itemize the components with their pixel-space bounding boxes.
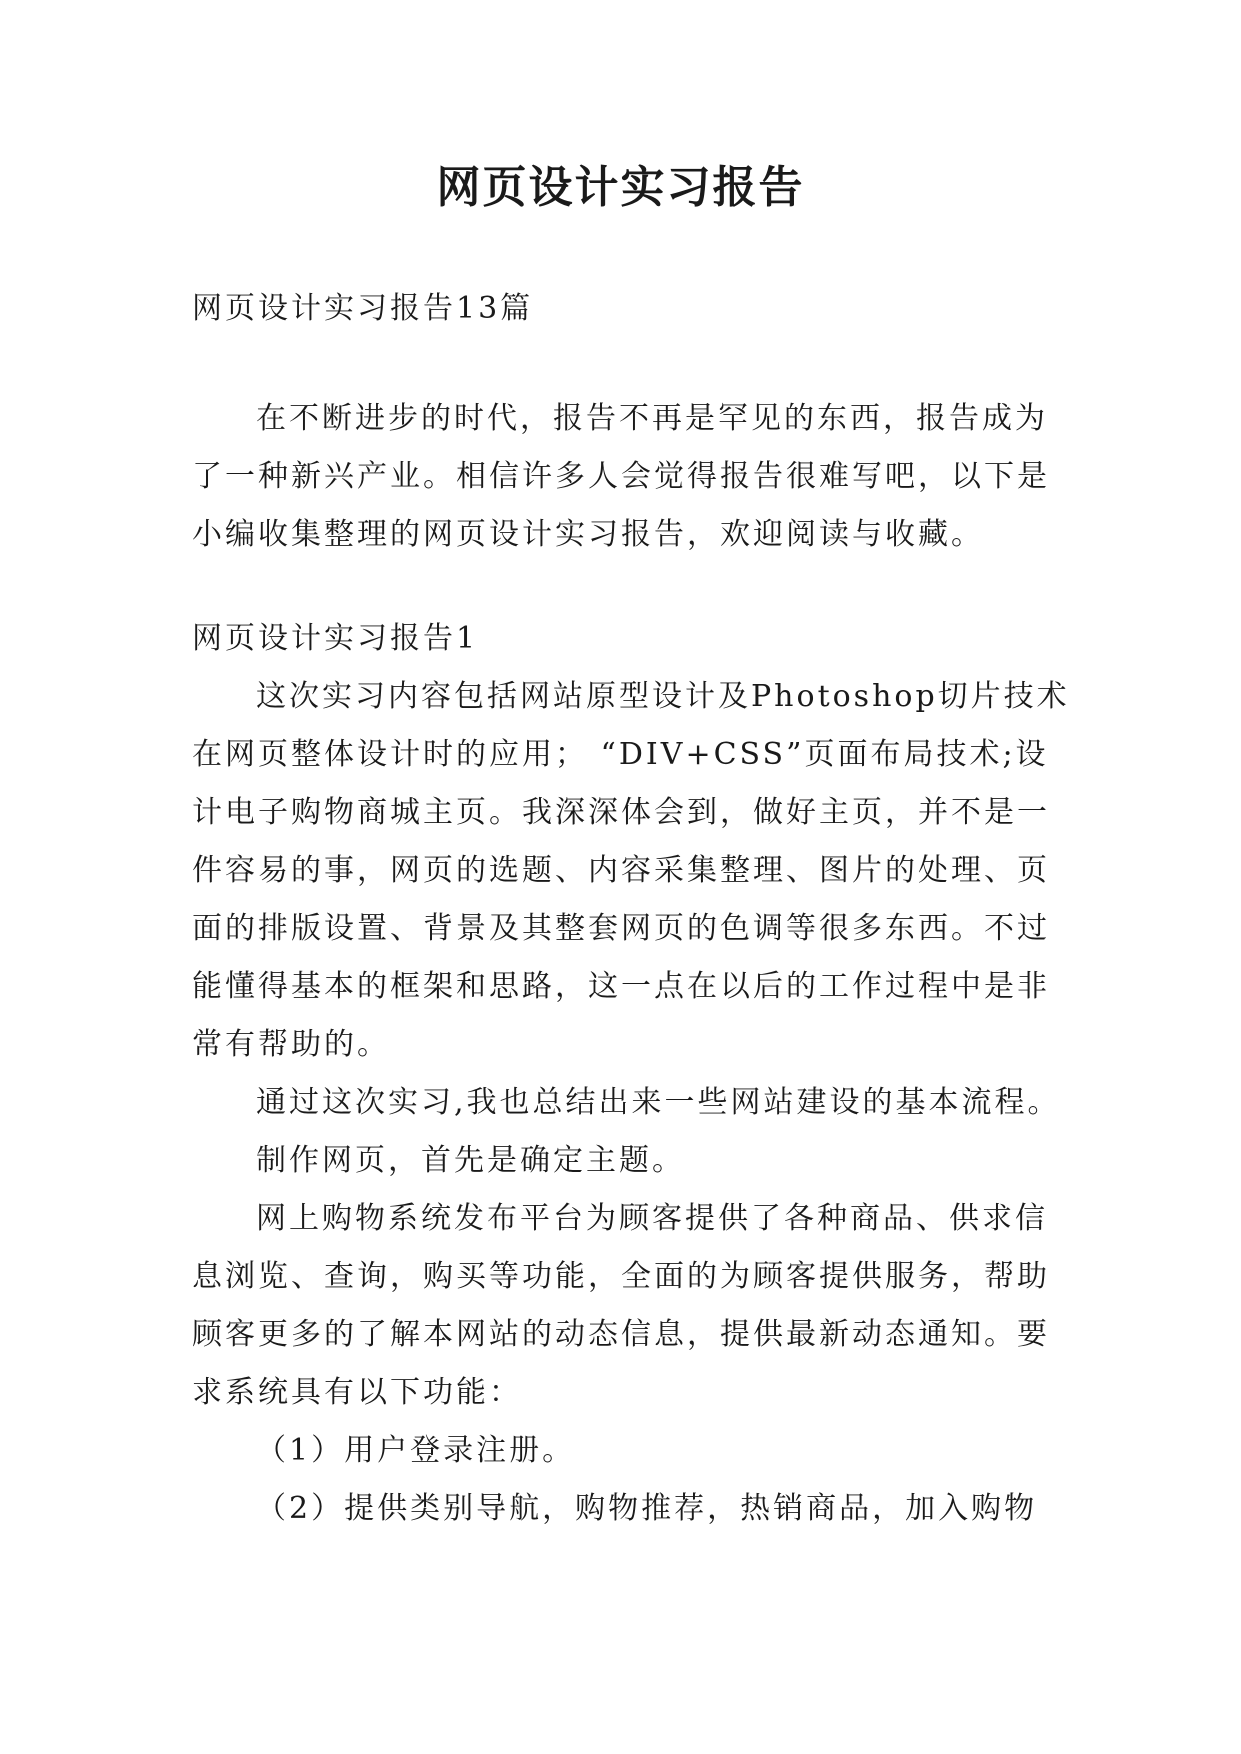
list-item-1 bbox=[192, 1422, 1052, 1480]
paragraph-line: （1）用户登录注册。 bbox=[256, 1433, 576, 1468]
document-body bbox=[192, 280, 1070, 1538]
body-paragraph-4 bbox=[192, 1190, 1052, 1422]
paragraph-line: 在网页整体设计时的应用； “DIV+CSS”页面布局技术;设 bbox=[192, 737, 1049, 772]
paragraph-line: 求系统具有以下功能： bbox=[192, 1375, 522, 1410]
body-paragraph-1 bbox=[192, 668, 1070, 1074]
paragraph-line: 息浏览、查询，购买等功能，全面的为顾客提供服务，帮助 bbox=[192, 1259, 1050, 1294]
paragraph-line: 这次实习内容包括网站原型设计及Photoshop切片技术 bbox=[256, 679, 1070, 714]
paragraph-line: 通过这次实习,我也总结出来一些网站建设的基本流程。 bbox=[256, 1085, 1061, 1120]
paragraph-line: 网上购物系统发布平台为顾客提供了各种商品、供求信 bbox=[256, 1201, 1048, 1236]
list-item-2 bbox=[192, 1480, 1052, 1538]
paragraph-line: 常有帮助的。 bbox=[192, 1027, 390, 1062]
section-heading: 网页设计实习报告1 bbox=[192, 621, 479, 656]
paragraph-line: 计电子购物商城主页。我深深体会到，做好主页，并不是一 bbox=[192, 795, 1050, 830]
body-paragraph-3 bbox=[192, 1132, 1052, 1190]
paragraph-line: 面的排版设置、背景及其整套网页的色调等很多东西。不过 bbox=[192, 911, 1050, 946]
paragraph-line: 件容易的事，网页的选题、内容采集整理、图片的处理、页 bbox=[192, 853, 1050, 888]
document-title: 网页设计实习报告 bbox=[436, 162, 805, 213]
paragraph-line: 了一种新兴产业。相信许多人会觉得报告很难写吧，以下是 bbox=[192, 459, 1050, 494]
document-subtitle: 网页设计实习报告13篇 bbox=[192, 291, 534, 326]
paragraph-line: 制作网页，首先是确定主题。 bbox=[256, 1143, 685, 1178]
paragraph-line: 能懂得基本的框架和思路，这一点在以后的工作过程中是非 bbox=[192, 969, 1050, 1004]
paragraph-line: （2）提供类别导航，购物推荐，热销商品，加入购物 bbox=[256, 1491, 1038, 1526]
paragraph-line: 顾客更多的了解本网站的动态信息，提供最新动态通知。要 bbox=[192, 1317, 1050, 1352]
intro-paragraph bbox=[192, 390, 1052, 564]
paragraph-line: 在不断进步的时代，报告不再是罕见的东西，报告成为 bbox=[256, 401, 1048, 436]
body-paragraph-2 bbox=[192, 1074, 1061, 1132]
paragraph-line: 小编收集整理的网页设计实习报告，欢迎阅读与收藏。 bbox=[192, 517, 984, 552]
